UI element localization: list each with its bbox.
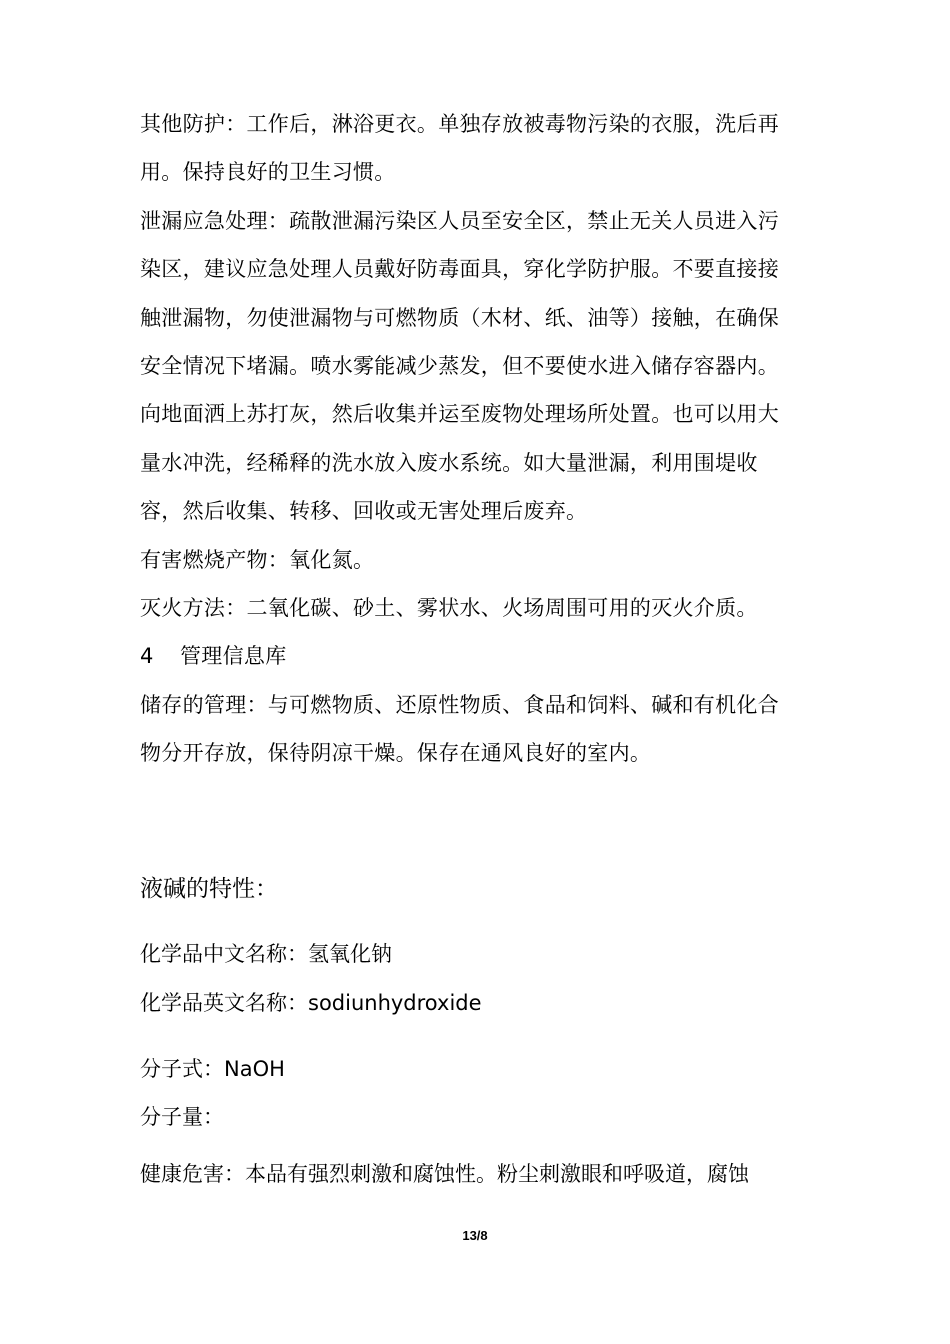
section-heading: [140, 632, 800, 680]
paragraph-storage: 储存的管理：与可燃物质、还原性物质、食品和饲料、碱和有机化合物分开存放，保待阴凉干燥。保存在通风良好的室内。: [140, 692, 779, 766]
chemical-english-name: 化学品英文名称：sodiunhydroxide: [140, 991, 482, 1015]
body-text-top: [140, 100, 800, 778]
page-number: 13/8: [462, 1228, 488, 1243]
liquid-alkali-heading: 液碱的特性：: [140, 876, 278, 902]
paragraph-fire-extinguishing: 灭火方法：二氧化碳、砂土、雾状水、火场周围可用的灭火介质。: [140, 596, 758, 621]
paragraph-leak-emergency: 泄漏应急处理：疏散泄漏污染区人员至安全区，禁止无关人员进入污染区，建议应急处理人员戴好防毒面具，穿化学防护服。不要直接接触泄漏物，勿使泄漏物与可燃物质（木材、纸、油等）接触，在确保安全情况下堵漏。喷水雾能减少蒸发，但不要使水进入储存容器内。向地面洒上苏打灰，然后收集并运至废物处理场所处置。也可以用大量水冲洗，经稀释的洗水放入废水系统。如大量泄漏，利用围堤收容，然后收集、转移、回收或无害处理后废弃。: [140, 208, 779, 524]
chemical-chinese-name: 化学品中文名称：氢氧化钠: [140, 942, 392, 966]
section-number: 4: [140, 644, 154, 669]
paragraph-combustion-products: 有害燃烧产物：氧化氮。: [140, 547, 375, 572]
health-hazard: 健康危害：本品有强烈刺激和腐蚀性。粉尘刺激眼和呼吸道，腐蚀: [140, 1162, 749, 1186]
section-title: 管理信息库: [180, 644, 287, 669]
molecular-weight: 分子量：: [140, 1105, 224, 1129]
paragraph-other-protection: 其他防护：工作后，淋浴更衣。单独存放被毒物污染的衣服，洗后再用。保持良好的卫生习惯。: [140, 112, 779, 185]
molecular-formula: 分子式：NaOH: [140, 1057, 285, 1081]
